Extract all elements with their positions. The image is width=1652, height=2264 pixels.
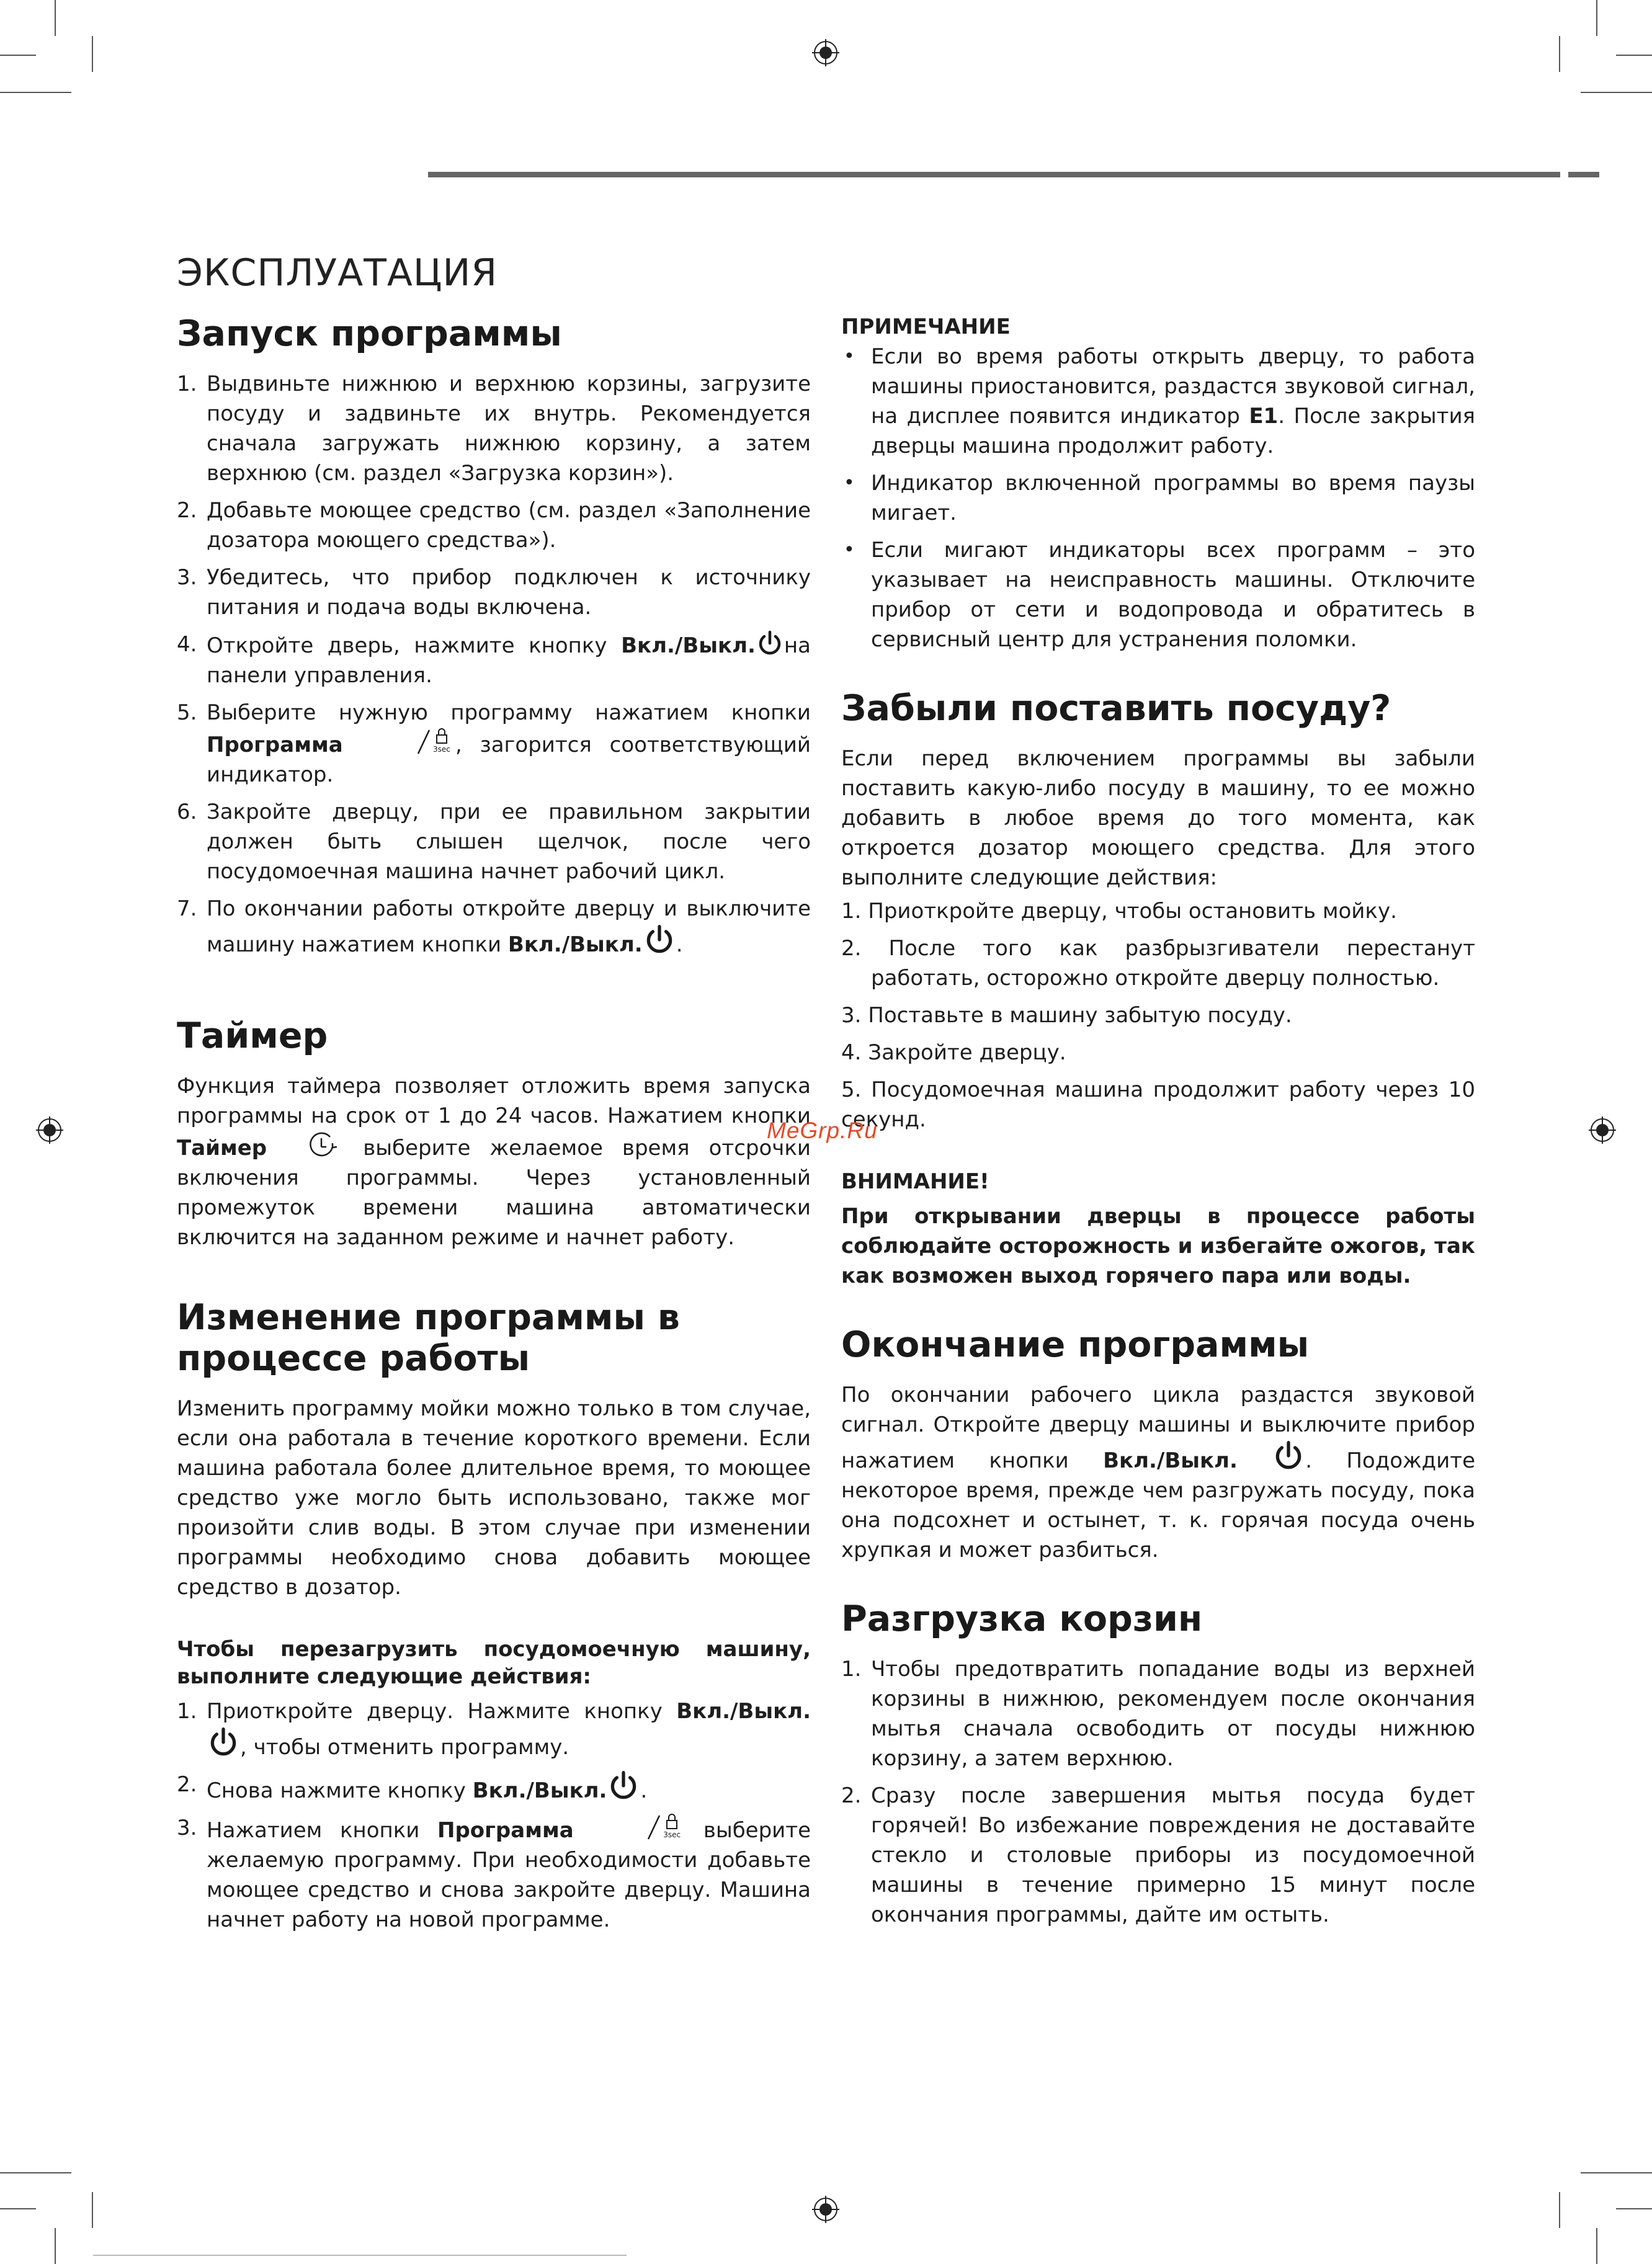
list-item: 1. Чтобы предотвратить попадание воды из верхней корзины в нижнюю, рекомендуем после окончания мытья сначала освободить от посуды нижнюю корзину, а затем верхнюю. [841,1657,1475,1771]
list-item: 2. Снова нажмите кнопку Вкл./Выкл. . [177,1770,811,1806]
on-off-label: Вкл./Выкл. [472,1778,607,1803]
power-icon [756,630,784,658]
crop-mark [1581,2172,1652,2173]
header-rule-stub [1568,172,1599,177]
left-column [177,313,811,1943]
list-item: 7. По окончании работы откройте дверцу и выключите машину нажатием кнопки Вкл./Выкл. . [177,896,811,957]
on-off-label: Вкл./Выкл. [507,932,643,957]
bullet-icon: • [844,539,855,561]
on-off-label: Вкл./Выкл. [1103,1448,1238,1473]
list-item: 2. После того как разбрызгиватели перестанут работать, осторожно откройте дверцу полностью. [841,936,1475,991]
power-icon [1272,1440,1305,1473]
list-item: • Индикатор включенной программы во время паузы мигает. [841,468,1475,528]
list-item: 3. Поставьте в машину забытую посуду. [841,1003,1292,1028]
timer-icon [305,1131,344,1161]
bullet-icon: • [844,472,855,494]
crop-mark [1581,92,1652,93]
crop-mark [55,0,56,36]
watermark: MeGrp.Ru [767,1118,878,1143]
registration-mark-icon [812,39,839,66]
forgot-dishes-steps [841,896,1475,1134]
note-list [841,342,1475,654]
bullet-icon: • [844,345,855,367]
timer-label: Таймер [177,1136,267,1161]
forgot-dishes-title: Забыли поставить посуду? [841,688,1391,729]
timer-text: Функция таймера позволяет отложить время запуска программы на срок от 1 до 24 часов. Нажатием кнопки Таймер выберите желаемое время отсрочки включения программы. Через установленный промежуток времени машина автоматически включится на заданном режиме и начнет работу. [177,1074,811,1250]
start-program-steps [177,369,811,960]
unload-steps [841,1654,1475,1930]
right-column [841,313,1475,1938]
list-item: 4. Закройте дверцу. [841,1040,1066,1065]
program-lock-icon [645,1813,685,1843]
list-item: 2. Сразу после завершения мытья посуда будет горячей! Во избежание повреждения не доставайте стекло и столовые приборы из посудомоечной машины в течение примерно 15 минут после окончания программы, дайте им остыть. [841,1783,1475,1927]
list-item: 2. Добавьте моющее средство (см. раздел «Заполнение дозатора моющего средства»). [177,498,811,553]
program-label: Программа [437,1818,574,1843]
power-icon [643,924,676,957]
timer-title: Таймер [177,1015,328,1056]
list-item: 3. Убедитесь, что прибор подключен к источнику питания и подача воды включена. [177,565,811,620]
start-program-title: Запуск программы [177,313,562,354]
crop-mark [1616,55,1652,56]
crop-mark [55,2228,56,2264]
on-off-label: Вкл./Выкл. [621,633,756,658]
crop-mark [0,92,71,93]
list-item: 1. Приоткройте дверцу. Нажмите кнопку Вкл./Выкл., чтобы отменить программу. [177,1699,811,1760]
warning-text: При открывании дверцы в процессе работы соблюдайте осторожность и избегайте ожогов, так как возможен выход горячего пара или воды. [841,1204,1475,1288]
list-item: 6. Закройте дверцу, при ее правильном закрытии должен быть слышен щелчок, после чего посудомоечная машина начнет рабочий цикл. [177,800,811,884]
footer-rule [93,2255,627,2256]
crop-mark [1559,2192,1560,2228]
list-item: 4. Откройте дверь, нажмите кнопку Вкл./Выкл. на панели управления. [177,630,811,690]
registration-mark-icon [36,1116,63,1144]
crop-mark [92,36,93,72]
forgot-dishes-text: Если перед включением программы вы забыли поставить какую-либо посуду в машину, то ее можно добавить в любое время до того момента, как откроется дозатор моющего средства. Для этого выполните следующие действия: [841,746,1475,890]
program-lock-caption: 3sec [433,745,450,754]
note-heading: ПРИМЕЧАНИЕ [841,314,1011,339]
error-code: E1 [1249,404,1279,429]
list-item: 1. Выдвиньте нижнюю и верхнюю корзины, загрузите посуду и задвиньте их внутрь. Рекомендуется сначала загружать нижнюю корзину, а затем верхнюю (см. раздел «Загрузка корзин»). [177,372,811,486]
list-item: • Если мигают индикаторы всех программ – это указывает на неисправность машины. Отключите прибор от сети и водопровода и обратитесь в сервисный центр для устранения поломки. [841,535,1475,654]
list-item: • Если во время работы открыть дверцу, то работа машины приостановится, раздастся звуковой сигнал, на дисплее появится индикатор E1. После закрытия дверцы машина продолжит работу. [841,342,1475,461]
change-program-text: Изменить программу мойки можно только в том случае, если она работала в течение короткого времени. Если машина работала более длительное время, то моющее средство уже могло быть использовано, также мог произойти слив воды. В этом случае при изменении программы необходимо снова добавить моющее средство в дозатор. [177,1396,811,1600]
list-item: 3. Нажатием кнопки Программа 3sec выберите желаемую программу. При необходимости добавьте моющее средство и снова закройте дверцу. Машина начнет работу на новой программе. [177,1813,811,1935]
warning-heading: ВНИМАНИЕ! [841,1169,989,1194]
program-lock-caption: 3sec [663,1830,681,1839]
crop-mark [0,55,36,56]
program-label: Программа [207,733,343,757]
program-end-title: Окончание программы [841,1324,1310,1365]
reset-heading: Чтобы перезагрузить посудомоечную машину, выполните следующие действия: [177,1637,811,1689]
power-icon [207,1726,240,1760]
crop-mark [0,2172,71,2173]
program-end-text: По окончании рабочего цикла раздастся звуковой сигнал. Откройте дверцу машины и выключите прибор нажатием кнопки Вкл./Выкл. . Подождите некоторое время, прежде чем разгружать посуду, пока она подсохнет и остынет, т. к. горячая посуда очень хрупкая и может разбиться. [841,1383,1475,1562]
crop-mark [92,2192,93,2228]
section-label: ЭКСПЛУАТАЦИЯ [177,251,498,295]
on-off-label: Вкл./Выкл. [676,1699,811,1724]
header-rule [428,172,1560,177]
unload-title: Разгрузка корзин [841,1598,1203,1639]
program-lock-icon [414,728,455,757]
crop-mark [0,2208,36,2209]
list-item: 5. Посудомоечная машина продолжит работу через 10 секунд. [841,1077,1475,1132]
change-program-title: Изменение программы в процессе работы [177,1297,680,1379]
crop-mark [1596,2228,1597,2264]
registration-mark-icon [1589,1116,1616,1144]
list-item: 5. Выберите нужную программу нажатием кнопки Программа 3sec , загорится соответствующий индикатор. [177,700,811,787]
reset-steps [177,1696,811,1935]
crop-mark [1596,0,1597,36]
power-icon [607,1770,640,1803]
registration-mark-icon [812,2196,839,2223]
crop-mark [1616,2208,1652,2209]
list-item: 1. Приоткройте дверцу, чтобы остановить мойку. [841,899,1397,924]
crop-mark [1559,36,1560,72]
